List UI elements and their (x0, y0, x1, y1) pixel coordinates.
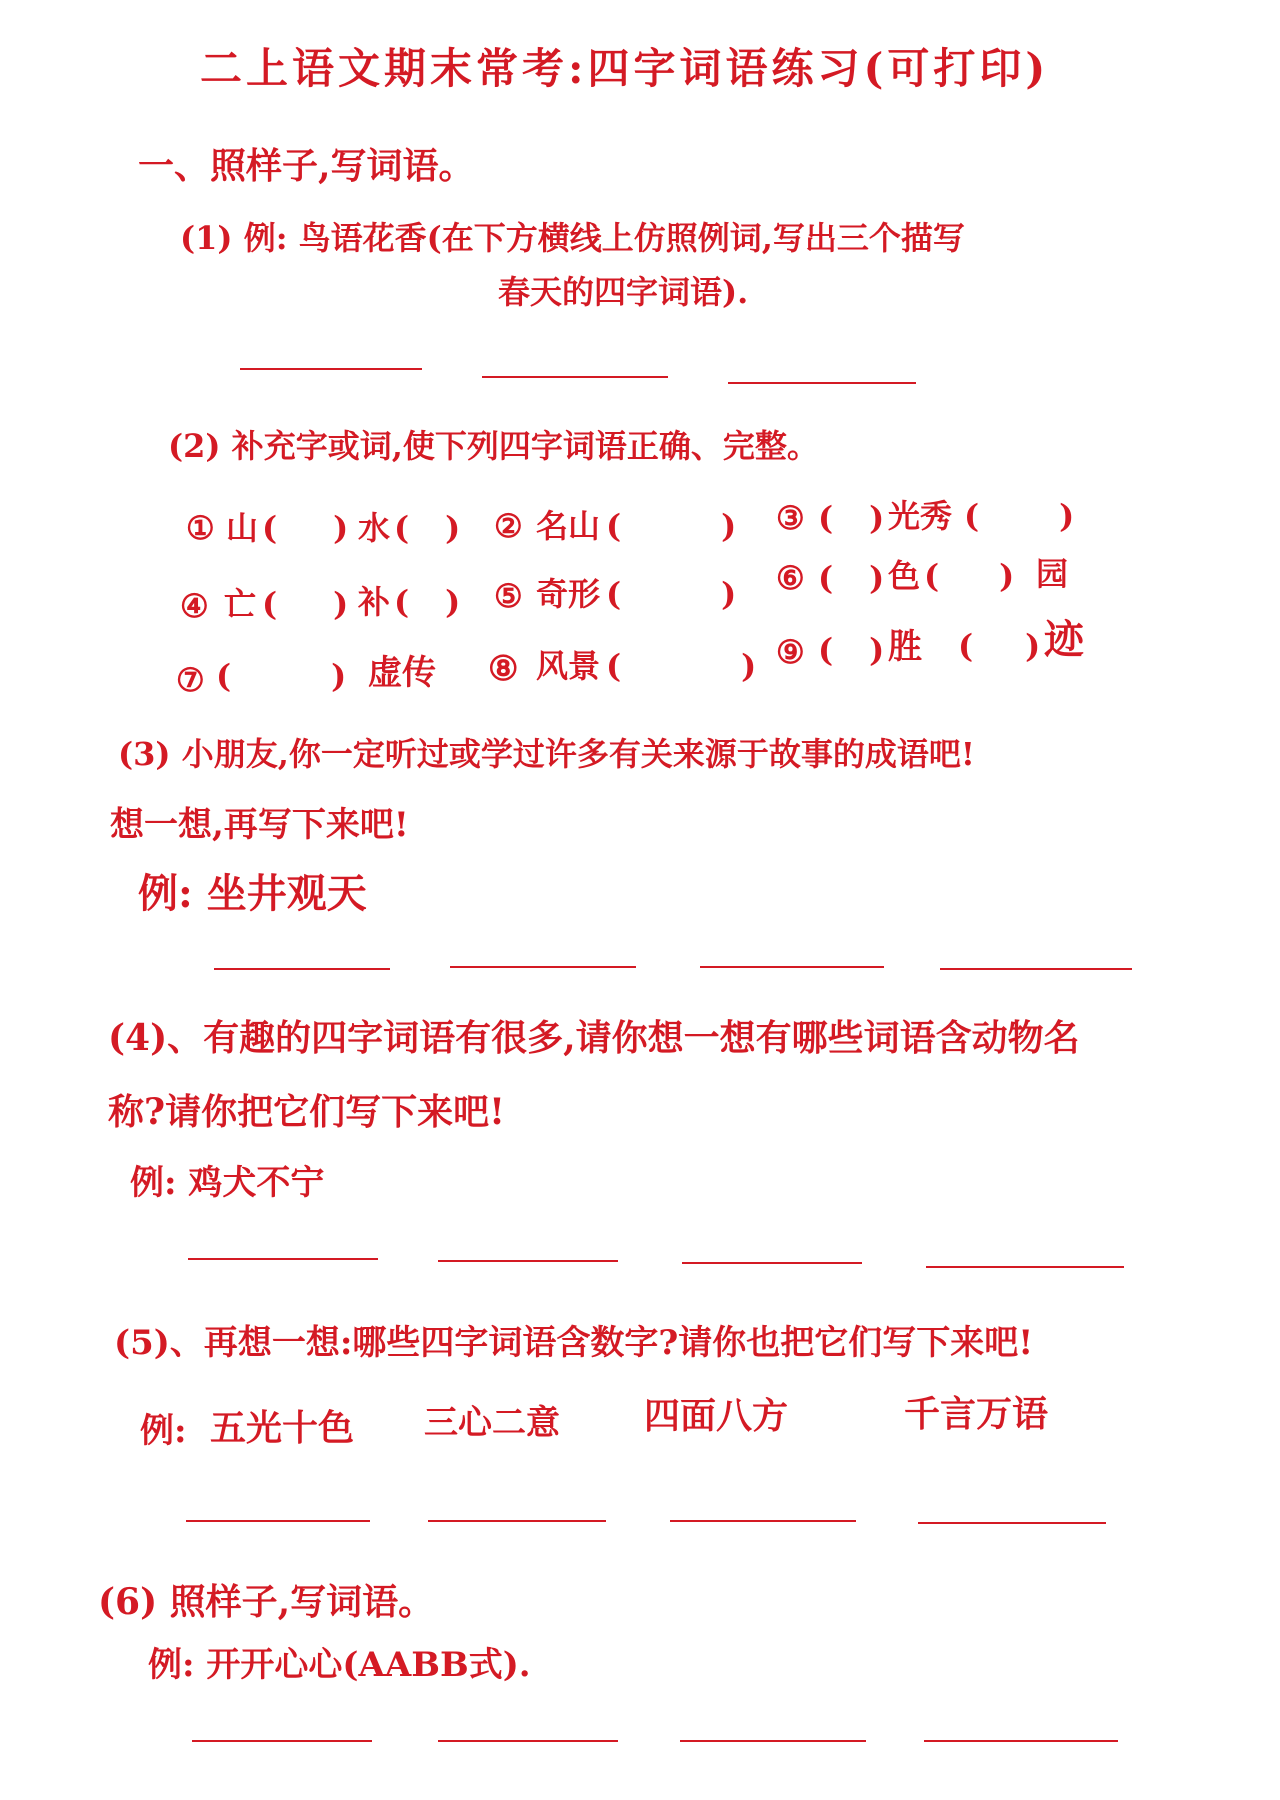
answer-blank[interactable] (188, 1258, 378, 1260)
close-paren: ) (333, 585, 349, 623)
q2-item-4-part-a: 亡 (224, 585, 257, 623)
q2-item-9-number: ⑨ (776, 633, 805, 671)
open-paren: ( (818, 499, 834, 537)
q4-instruction-line1: (4)、有趣的四字词语有很多,请你想一想有哪些词语含动物名 (108, 1017, 1080, 1059)
q2-item-2-number: ② (494, 507, 523, 545)
open-paren: ( (216, 657, 232, 695)
answer-blank[interactable] (924, 1740, 1118, 1742)
q2-item-6-blank-1[interactable] (818, 559, 885, 597)
q2-item-6-number: ⑥ (776, 559, 805, 597)
answer-blank[interactable] (240, 368, 422, 370)
q2-item-9-part-a: 胜 (888, 627, 922, 667)
q2-item-4-part-b: 补 (358, 583, 391, 621)
answer-blank[interactable] (680, 1740, 866, 1742)
q6-instruction: (6) 照样子,写词语。 (98, 1581, 435, 1623)
q2-item-5-part-a: 奇形 (536, 575, 601, 613)
q2-item-9-blank-2[interactable] (958, 627, 1041, 665)
q2-item-1-part-b: 水 (358, 509, 391, 547)
q3-instruction-line1: (3) 小朋友,你一定听过或学过许多有关来源于故事的成语吧! (118, 735, 975, 773)
page-title: 二上语文期末常考:四字词语练习(可打印) (200, 44, 1050, 93)
q5-example-4: 千言万语 (904, 1393, 1049, 1435)
q2-item-1-part-a: 山 (226, 509, 259, 547)
answer-blank[interactable] (428, 1520, 606, 1522)
q2-item-8-number: ⑧ (488, 649, 519, 689)
q2-item-9-part-b: 迹 (1044, 616, 1084, 663)
close-paren: ) (331, 657, 347, 695)
close-paren: ) (1025, 627, 1041, 665)
answer-blank[interactable] (214, 968, 390, 970)
answer-blank[interactable] (670, 1520, 856, 1522)
answer-blank[interactable] (728, 382, 916, 384)
q3-instruction-line2: 想一想,再写下来吧! (110, 805, 409, 845)
q5-example-2: 三心二意 (424, 1403, 560, 1443)
q2-item-1-number: ① (186, 509, 215, 547)
close-paren: ) (999, 557, 1015, 595)
open-paren: ( (606, 647, 622, 685)
answer-blank[interactable] (918, 1522, 1106, 1524)
q2-item-7-part-a: 虚传 (368, 653, 436, 693)
close-paren: ) (869, 559, 885, 597)
q2-item-7-number: ⑦ (176, 661, 205, 699)
q2-item-3-blank-2[interactable] (964, 497, 1075, 535)
open-paren: ( (262, 509, 278, 547)
q5-example-label: 例: (140, 1411, 187, 1451)
q1-instruction-line1: (1) 例: 鸟语花香(在下方横线上仿照例词,写出三个描写 (180, 219, 965, 257)
close-paren: ) (445, 583, 461, 621)
q3-example: 例: 坐井观天 (138, 870, 367, 917)
q2-item-1-blank-2[interactable] (394, 509, 461, 547)
q2-item-8-part-a: 风景 (536, 647, 601, 685)
q2-item-8-blank[interactable] (606, 647, 757, 685)
q2-item-2-part-a: 名山 (536, 507, 601, 545)
q2-item-1-blank-1[interactable] (262, 509, 349, 547)
open-paren: ( (924, 557, 940, 595)
close-paren: ) (869, 631, 885, 669)
q2-item-6-blank-2[interactable] (924, 557, 1015, 595)
q2-item-5-blank[interactable] (606, 575, 737, 613)
close-paren: ) (869, 499, 885, 537)
open-paren: ( (394, 509, 410, 547)
open-paren: ( (394, 583, 410, 621)
answer-blank[interactable] (926, 1266, 1124, 1268)
q1-instruction-line2: 春天的四字词语). (498, 273, 749, 311)
open-paren: ( (262, 585, 278, 623)
q2-item-6-part-b: 园 (1036, 555, 1069, 593)
q5-example-3: 四面八方 (644, 1395, 789, 1437)
open-paren: ( (606, 575, 622, 613)
q2-instruction: (2) 补充字或词,使下列四字词语正确、完整。 (168, 427, 819, 465)
q4-instruction-line2: 称?请你把它们写下来吧! (108, 1091, 505, 1133)
q2-item-6-part-a: 色 (888, 557, 921, 595)
answer-blank[interactable] (482, 376, 668, 378)
answer-blank[interactable] (438, 1740, 618, 1742)
q2-item-4-blank-2[interactable] (394, 583, 461, 621)
q2-item-7-blank[interactable] (216, 657, 347, 695)
section-heading: 一、照样子,写词语。 (138, 145, 475, 187)
q2-item-4-number: ④ (180, 587, 209, 625)
close-paren: ) (1059, 497, 1075, 535)
close-paren: ) (333, 509, 349, 547)
q2-item-4-blank-1[interactable] (262, 585, 349, 623)
q5-instruction: (5)、再想一想:哪些四字词语含数字?请你也把它们写下来吧! (114, 1323, 1034, 1363)
answer-blank[interactable] (438, 1260, 618, 1262)
q2-item-9-blank-1[interactable] (818, 631, 885, 669)
answer-blank[interactable] (940, 968, 1132, 970)
q6-example: 例: 开开心心(AABB式). (148, 1645, 531, 1685)
answer-blank[interactable] (450, 966, 636, 968)
close-paren: ) (741, 647, 757, 685)
close-paren: ) (721, 507, 737, 545)
open-paren: ( (606, 507, 622, 545)
q5-example-1: 五光十色 (210, 1407, 355, 1449)
q2-item-5-number: ⑤ (494, 577, 523, 615)
answer-blank[interactable] (700, 966, 884, 968)
open-paren: ( (964, 497, 980, 535)
answer-blank[interactable] (186, 1520, 370, 1522)
open-paren: ( (818, 559, 834, 597)
open-paren: ( (958, 627, 974, 665)
q2-item-3-part-a: 光秀 (888, 497, 953, 535)
close-paren: ) (445, 509, 461, 547)
answer-blank[interactable] (682, 1262, 862, 1264)
q2-item-3-number: ③ (776, 499, 805, 537)
q4-example: 例: 鸡犬不宁 (130, 1163, 325, 1203)
open-paren: ( (818, 631, 834, 669)
q2-item-3-blank-1[interactable] (818, 499, 885, 537)
answer-blank[interactable] (192, 1740, 372, 1742)
close-paren: ) (721, 575, 737, 613)
q2-item-2-blank[interactable] (606, 507, 737, 545)
